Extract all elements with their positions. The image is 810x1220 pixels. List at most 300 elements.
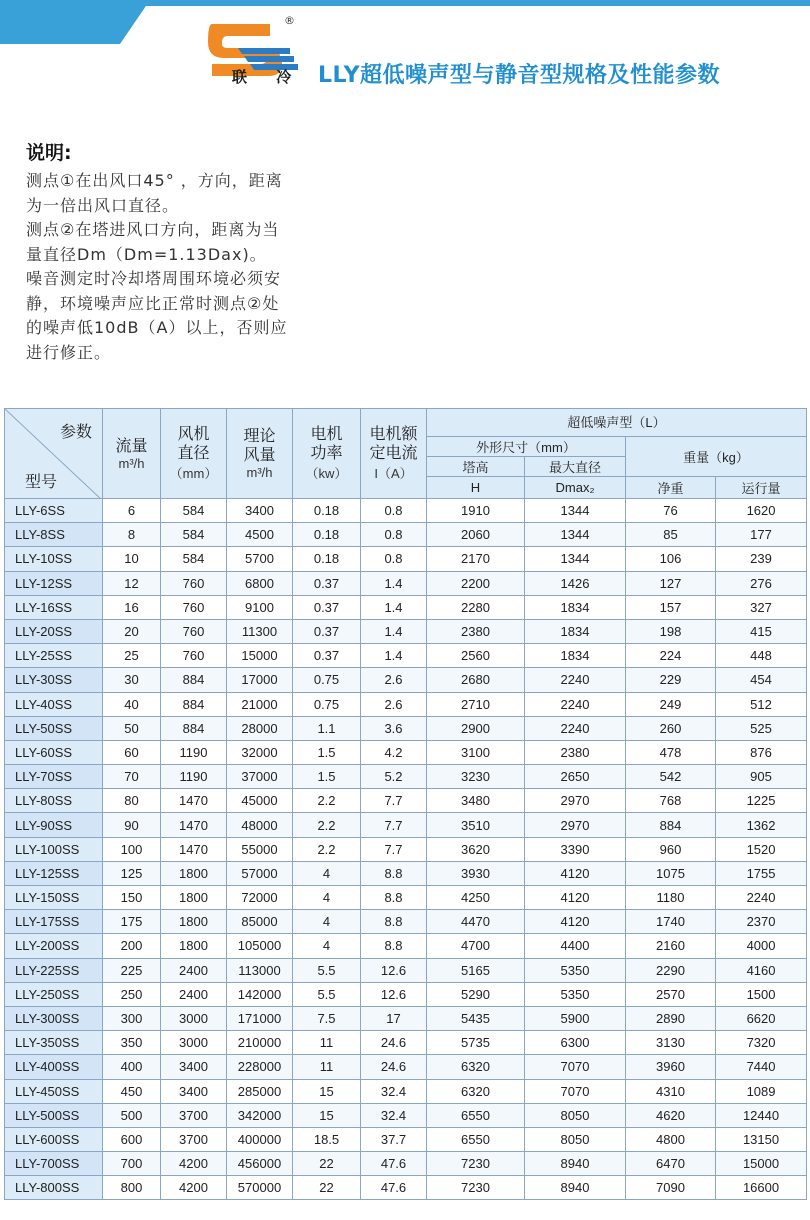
col-header-current-line2: 定电流: [369, 445, 418, 462]
cell-operating-weight: 276: [716, 571, 807, 595]
cell-tower-height: 6550: [427, 1127, 525, 1151]
cell-tower-height: 2280: [427, 595, 525, 619]
cell-flow: 100: [103, 837, 161, 861]
cell-motor-current: 24.6: [361, 1031, 427, 1055]
sub-header-height: 塔高: [427, 457, 525, 477]
cell-model: LLY-60SS: [5, 740, 103, 764]
cell-motor-power: 2.2: [293, 837, 361, 861]
cell-fan-diameter: 584: [161, 547, 227, 571]
table-row: [5, 886, 807, 910]
cell-fan-diameter: 760: [161, 571, 227, 595]
cell-fan-diameter: 3700: [161, 1127, 227, 1151]
cell-model: LLY-6SS: [5, 499, 103, 523]
cell-operating-weight: 454: [716, 668, 807, 692]
cell-model: LLY-20SS: [5, 619, 103, 643]
table-row: [5, 644, 807, 668]
cell-motor-power: 4: [293, 934, 361, 958]
cell-tower-height: 3100: [427, 740, 525, 764]
cell-flow: 90: [103, 813, 161, 837]
cell-fan-diameter: 884: [161, 668, 227, 692]
cell-motor-current: 8.8: [361, 934, 427, 958]
cell-model: LLY-300SS: [5, 1006, 103, 1030]
cell-flow: 250: [103, 982, 161, 1006]
cell-fan-diameter: 1800: [161, 910, 227, 934]
cell-model: LLY-700SS: [5, 1152, 103, 1176]
cell-operating-weight: 448: [716, 644, 807, 668]
cell-model: LLY-50SS: [5, 716, 103, 740]
spec-table-body: [5, 499, 807, 1200]
cell-fan-diameter: 760: [161, 619, 227, 643]
cell-airflow: 456000: [227, 1152, 293, 1176]
cell-motor-power: 2.2: [293, 789, 361, 813]
cell-motor-current: 12.6: [361, 982, 427, 1006]
cell-operating-weight: 7320: [716, 1031, 807, 1055]
cell-flow: 25: [103, 644, 161, 668]
cell-net-weight: 157: [626, 595, 716, 619]
cell-fan-diameter: 1470: [161, 789, 227, 813]
cell-airflow: 15000: [227, 644, 293, 668]
cell-motor-power: 11: [293, 1055, 361, 1079]
cell-fan-diameter: 1470: [161, 837, 227, 861]
cell-tower-height: 2710: [427, 692, 525, 716]
cell-net-weight: 542: [626, 765, 716, 789]
cell-motor-current: 7.7: [361, 789, 427, 813]
cell-motor-power: 11: [293, 1031, 361, 1055]
cell-airflow: 105000: [227, 934, 293, 958]
cell-airflow: 32000: [227, 740, 293, 764]
cell-max-diameter: 1344: [525, 499, 626, 523]
cell-fan-diameter: 3000: [161, 1031, 227, 1055]
cell-motor-current: 2.6: [361, 668, 427, 692]
cell-tower-height: 2680: [427, 668, 525, 692]
cell-max-diameter: 8940: [525, 1152, 626, 1176]
cell-fan-diameter: 584: [161, 523, 227, 547]
cell-net-weight: 2290: [626, 958, 716, 982]
cell-max-diameter: 8050: [525, 1127, 626, 1151]
cell-motor-current: 37.7: [361, 1127, 427, 1151]
cell-net-weight: 198: [626, 619, 716, 643]
table-row: [5, 499, 807, 523]
cell-model: LLY-175SS: [5, 910, 103, 934]
cell-airflow: 11300: [227, 619, 293, 643]
col-header-airflow-line1: 理论: [243, 428, 276, 445]
cell-tower-height: 6320: [427, 1079, 525, 1103]
table-row: [5, 910, 807, 934]
cell-airflow: 142000: [227, 982, 293, 1006]
cell-model: LLY-450SS: [5, 1079, 103, 1103]
cell-max-diameter: 2240: [525, 668, 626, 692]
cell-model: LLY-25SS: [5, 644, 103, 668]
cell-tower-height: 2560: [427, 644, 525, 668]
cell-tower-height: 2380: [427, 619, 525, 643]
cell-operating-weight: 13150: [716, 1127, 807, 1151]
col-header-airflow-line2: 风量: [243, 447, 276, 464]
cell-operating-weight: 2370: [716, 910, 807, 934]
col-header-airflow: [227, 409, 293, 499]
cell-motor-power: 0.18: [293, 523, 361, 547]
cell-net-weight: 768: [626, 789, 716, 813]
table-row: [5, 1006, 807, 1030]
cell-airflow: 6800: [227, 571, 293, 595]
corner-header-model: 型号: [25, 474, 58, 491]
cell-flow: 350: [103, 1031, 161, 1055]
col-header-fan-line1: 风机: [177, 426, 210, 443]
corner-header-params: 参数: [59, 424, 92, 441]
cell-operating-weight: 16600: [716, 1176, 807, 1200]
cell-max-diameter: 5350: [525, 958, 626, 982]
cell-flow: 225: [103, 958, 161, 982]
cell-fan-diameter: 2400: [161, 958, 227, 982]
table-row: [5, 1127, 807, 1151]
brand-name: 联 冷: [232, 68, 304, 86]
cell-operating-weight: 1520: [716, 837, 807, 861]
table-row: [5, 813, 807, 837]
corner-header: [5, 409, 103, 499]
cell-motor-current: 0.8: [361, 499, 427, 523]
cell-airflow: 9100: [227, 595, 293, 619]
cell-model: LLY-90SS: [5, 813, 103, 837]
cell-fan-diameter: 3400: [161, 1079, 227, 1103]
table-row: [5, 1055, 807, 1079]
cell-fan-diameter: 584: [161, 499, 227, 523]
cell-net-weight: 76: [626, 499, 716, 523]
group-header-dimensions: 外形尺寸（mm）: [427, 437, 626, 457]
cell-max-diameter: 7070: [525, 1079, 626, 1103]
cell-model: LLY-8SS: [5, 523, 103, 547]
col-header-current: [361, 409, 427, 499]
cell-net-weight: 3960: [626, 1055, 716, 1079]
cell-model: LLY-30SS: [5, 668, 103, 692]
cell-model: LLY-250SS: [5, 982, 103, 1006]
cell-model: LLY-800SS: [5, 1176, 103, 1200]
table-row: [5, 765, 807, 789]
cell-max-diameter: 4400: [525, 934, 626, 958]
cell-max-diameter: 1344: [525, 523, 626, 547]
cell-tower-height: 3230: [427, 765, 525, 789]
cell-operating-weight: 512: [716, 692, 807, 716]
table-row: [5, 668, 807, 692]
table-row: [5, 547, 807, 571]
cell-tower-height: 3480: [427, 789, 525, 813]
cell-airflow: 228000: [227, 1055, 293, 1079]
cell-flow: 8: [103, 523, 161, 547]
cell-motor-current: 47.6: [361, 1176, 427, 1200]
cell-flow: 60: [103, 740, 161, 764]
col-header-flow: [103, 409, 161, 499]
cell-motor-current: 24.6: [361, 1055, 427, 1079]
cell-operating-weight: 2240: [716, 886, 807, 910]
notes-line: 的噪声低10dB（A）以上，否则应: [26, 318, 288, 337]
cell-operating-weight: 905: [716, 765, 807, 789]
cell-operating-weight: 1362: [716, 813, 807, 837]
cell-max-diameter: 1834: [525, 619, 626, 643]
cell-flow: 500: [103, 1103, 161, 1127]
notes-heading: 说明:: [26, 142, 72, 164]
cell-fan-diameter: 4200: [161, 1152, 227, 1176]
cell-airflow: 48000: [227, 813, 293, 837]
cell-tower-height: 6550: [427, 1103, 525, 1127]
cell-net-weight: 85: [626, 523, 716, 547]
table-row: [5, 740, 807, 764]
cell-max-diameter: 1344: [525, 547, 626, 571]
notes-line: 为一倍出风口直径。: [26, 195, 180, 215]
cell-net-weight: 4800: [626, 1127, 716, 1151]
cell-airflow: 171000: [227, 1006, 293, 1030]
sub-header-diameter: 最大直径: [525, 457, 626, 477]
sub-header-net-weight: 净重: [626, 477, 716, 499]
table-row: [5, 958, 807, 982]
cell-operating-weight: 525: [716, 716, 807, 740]
cell-airflow: 5700: [227, 547, 293, 571]
table-row: [5, 934, 807, 958]
col-header-current-line1: 电机额: [369, 426, 418, 443]
cell-airflow: 37000: [227, 765, 293, 789]
cell-operating-weight: 1225: [716, 789, 807, 813]
cell-fan-diameter: 4200: [161, 1176, 227, 1200]
cell-operating-weight: 177: [716, 523, 807, 547]
cell-motor-current: 8.8: [361, 861, 427, 885]
cell-operating-weight: 15000: [716, 1152, 807, 1176]
cell-flow: 12: [103, 571, 161, 595]
cell-flow: 20: [103, 619, 161, 643]
cell-motor-current: 1.4: [361, 571, 427, 595]
cell-flow: 450: [103, 1079, 161, 1103]
cell-motor-current: 7.7: [361, 837, 427, 861]
cell-flow: 125: [103, 861, 161, 885]
cell-tower-height: 4470: [427, 910, 525, 934]
table-row: [5, 1152, 807, 1176]
cell-max-diameter: 2240: [525, 692, 626, 716]
cell-flow: 16: [103, 595, 161, 619]
cell-motor-power: 1.1: [293, 716, 361, 740]
cell-airflow: 55000: [227, 837, 293, 861]
col-header-airflow-unit: m³/h: [246, 465, 273, 480]
table-row: [5, 1176, 807, 1200]
cell-operating-weight: 1500: [716, 982, 807, 1006]
cell-motor-power: 0.37: [293, 619, 361, 643]
col-header-current-unit: I（A）: [374, 466, 413, 481]
cell-motor-power: 5.5: [293, 982, 361, 1006]
table-row: [5, 716, 807, 740]
table-row: [5, 789, 807, 813]
cell-motor-power: 5.5: [293, 958, 361, 982]
col-header-power-unit: （kw）: [305, 466, 348, 481]
cell-motor-power: 0.18: [293, 499, 361, 523]
cell-max-diameter: 6300: [525, 1031, 626, 1055]
col-header-power-line2: 功率: [310, 445, 343, 462]
cell-fan-diameter: 3000: [161, 1006, 227, 1030]
cell-motor-power: 18.5: [293, 1127, 361, 1151]
cell-max-diameter: 8050: [525, 1103, 626, 1127]
cell-fan-diameter: 884: [161, 716, 227, 740]
cell-motor-power: 0.37: [293, 571, 361, 595]
cell-max-diameter: 1834: [525, 595, 626, 619]
col-header-power-line1: 电机: [310, 426, 343, 443]
cell-fan-diameter: 3700: [161, 1103, 227, 1127]
cell-operating-weight: 1620: [716, 499, 807, 523]
registered-mark: ®: [284, 14, 295, 27]
cell-airflow: 57000: [227, 861, 293, 885]
cell-net-weight: 4620: [626, 1103, 716, 1127]
cell-operating-weight: 12440: [716, 1103, 807, 1127]
cell-motor-current: 8.8: [361, 910, 427, 934]
cell-model: LLY-200SS: [5, 934, 103, 958]
cell-net-weight: 6470: [626, 1152, 716, 1176]
cell-net-weight: 2570: [626, 982, 716, 1006]
cell-motor-power: 0.37: [293, 644, 361, 668]
cell-tower-height: 7230: [427, 1152, 525, 1176]
cell-operating-weight: 4160: [716, 958, 807, 982]
cell-max-diameter: 4120: [525, 910, 626, 934]
cell-net-weight: 249: [626, 692, 716, 716]
cell-net-weight: 1180: [626, 886, 716, 910]
table-row: [5, 692, 807, 716]
cell-max-diameter: 7070: [525, 1055, 626, 1079]
cell-fan-diameter: 1470: [161, 813, 227, 837]
cell-max-diameter: 1834: [525, 644, 626, 668]
cell-max-diameter: 1426: [525, 571, 626, 595]
cell-fan-diameter: 2400: [161, 982, 227, 1006]
cell-motor-power: 15: [293, 1103, 361, 1127]
cell-operating-weight: 415: [716, 619, 807, 643]
cell-tower-height: 5165: [427, 958, 525, 982]
table-row: [5, 1103, 807, 1127]
cell-flow: 40: [103, 692, 161, 716]
col-header-fan-line2: 直径: [177, 445, 210, 462]
cell-net-weight: 960: [626, 837, 716, 861]
cell-airflow: 400000: [227, 1127, 293, 1151]
spec-table: [4, 408, 807, 1200]
col-header-fan-unit: （mm）: [169, 466, 218, 481]
cell-airflow: 3400: [227, 499, 293, 523]
cell-net-weight: 224: [626, 644, 716, 668]
cell-airflow: 72000: [227, 886, 293, 910]
notes-line: 测点②在塔进风口方向，距离为当: [26, 220, 280, 239]
cell-motor-power: 0.75: [293, 668, 361, 692]
cell-airflow: 85000: [227, 910, 293, 934]
notes-line: 测点①在出风口45° ，方向，距离: [26, 171, 283, 190]
cell-tower-height: 1910: [427, 499, 525, 523]
cell-motor-current: 0.8: [361, 523, 427, 547]
cell-motor-power: 22: [293, 1152, 361, 1176]
cell-max-diameter: 8940: [525, 1176, 626, 1200]
notes-section: [26, 138, 326, 365]
cell-airflow: 45000: [227, 789, 293, 813]
cell-operating-weight: 1089: [716, 1079, 807, 1103]
cell-flow: 300: [103, 1006, 161, 1030]
cell-motor-current: 1.4: [361, 644, 427, 668]
table-row: [5, 837, 807, 861]
cell-operating-weight: 876: [716, 740, 807, 764]
cell-fan-diameter: 1190: [161, 740, 227, 764]
table-row: [5, 619, 807, 643]
cell-model: LLY-225SS: [5, 958, 103, 982]
cell-motor-current: 17: [361, 1006, 427, 1030]
cell-net-weight: 7090: [626, 1176, 716, 1200]
cell-net-weight: 3130: [626, 1031, 716, 1055]
cell-max-diameter: 5350: [525, 982, 626, 1006]
cell-max-diameter: 2380: [525, 740, 626, 764]
cell-max-diameter: 2970: [525, 789, 626, 813]
cell-tower-height: 5290: [427, 982, 525, 1006]
cell-airflow: 342000: [227, 1103, 293, 1127]
cell-motor-power: 1.5: [293, 740, 361, 764]
cell-tower-height: 2900: [427, 716, 525, 740]
cell-motor-power: 15: [293, 1079, 361, 1103]
group-header-weight: 重量（kg）: [626, 437, 807, 477]
notes-line: 静，环境噪声应比正常时测点②处: [26, 293, 280, 313]
col-header-fan: [161, 409, 227, 499]
cell-fan-diameter: 1800: [161, 886, 227, 910]
cell-net-weight: 260: [626, 716, 716, 740]
table-row: [5, 595, 807, 619]
cell-operating-weight: 239: [716, 547, 807, 571]
page-title: LLY超低噪声型与静音型规格及性能参数: [318, 63, 721, 88]
cell-model: LLY-150SS: [5, 886, 103, 910]
cell-operating-weight: 1755: [716, 861, 807, 885]
cell-operating-weight: 327: [716, 595, 807, 619]
table-row: [5, 861, 807, 885]
cell-model: LLY-16SS: [5, 595, 103, 619]
cell-motor-power: 0.75: [293, 692, 361, 716]
cell-max-diameter: 3390: [525, 837, 626, 861]
cell-fan-diameter: 760: [161, 644, 227, 668]
cell-net-weight: 2160: [626, 934, 716, 958]
notes-line: 量直径Dm（Dm=1.13Dax)。: [26, 244, 267, 264]
cell-tower-height: 5735: [427, 1031, 525, 1055]
cell-motor-power: 2.2: [293, 813, 361, 837]
cell-flow: 175: [103, 910, 161, 934]
cell-motor-current: 1.4: [361, 619, 427, 643]
cell-net-weight: 127: [626, 571, 716, 595]
cell-net-weight: 1740: [626, 910, 716, 934]
cell-motor-current: 32.4: [361, 1103, 427, 1127]
cell-motor-power: 4: [293, 886, 361, 910]
sub-header-height-symbol: H: [427, 477, 525, 499]
cell-fan-diameter: 884: [161, 692, 227, 716]
cell-tower-height: 4700: [427, 934, 525, 958]
cell-model: LLY-350SS: [5, 1031, 103, 1055]
cell-tower-height: 2060: [427, 523, 525, 547]
cell-flow: 150: [103, 886, 161, 910]
cell-flow: 30: [103, 668, 161, 692]
cell-airflow: 4500: [227, 523, 293, 547]
cell-airflow: 285000: [227, 1079, 293, 1103]
cell-model: LLY-500SS: [5, 1103, 103, 1127]
cell-motor-power: 0.18: [293, 547, 361, 571]
cell-motor-power: 4: [293, 910, 361, 934]
group-header-low-noise: 超低噪声型（L）: [427, 409, 807, 437]
cell-tower-height: 3930: [427, 861, 525, 885]
cell-tower-height: 5435: [427, 1006, 525, 1030]
cell-tower-height: 6320: [427, 1055, 525, 1079]
cell-model: LLY-70SS: [5, 765, 103, 789]
notes-line: 进行修正。: [26, 342, 112, 362]
cell-max-diameter: 2240: [525, 716, 626, 740]
cell-flow: 400: [103, 1055, 161, 1079]
col-header-flow-label: 流量: [115, 437, 148, 455]
cell-net-weight: 884: [626, 813, 716, 837]
notes-line: 噪音测定时冷却塔周围环境必须安: [26, 269, 282, 288]
cell-motor-current: 12.6: [361, 958, 427, 982]
cell-model: LLY-400SS: [5, 1055, 103, 1079]
cell-tower-height: 2170: [427, 547, 525, 571]
cell-airflow: 21000: [227, 692, 293, 716]
cell-model: LLY-600SS: [5, 1127, 103, 1151]
top-corner-decoration: [0, 0, 150, 44]
cell-tower-height: 7230: [427, 1176, 525, 1200]
table-row: [5, 523, 807, 547]
